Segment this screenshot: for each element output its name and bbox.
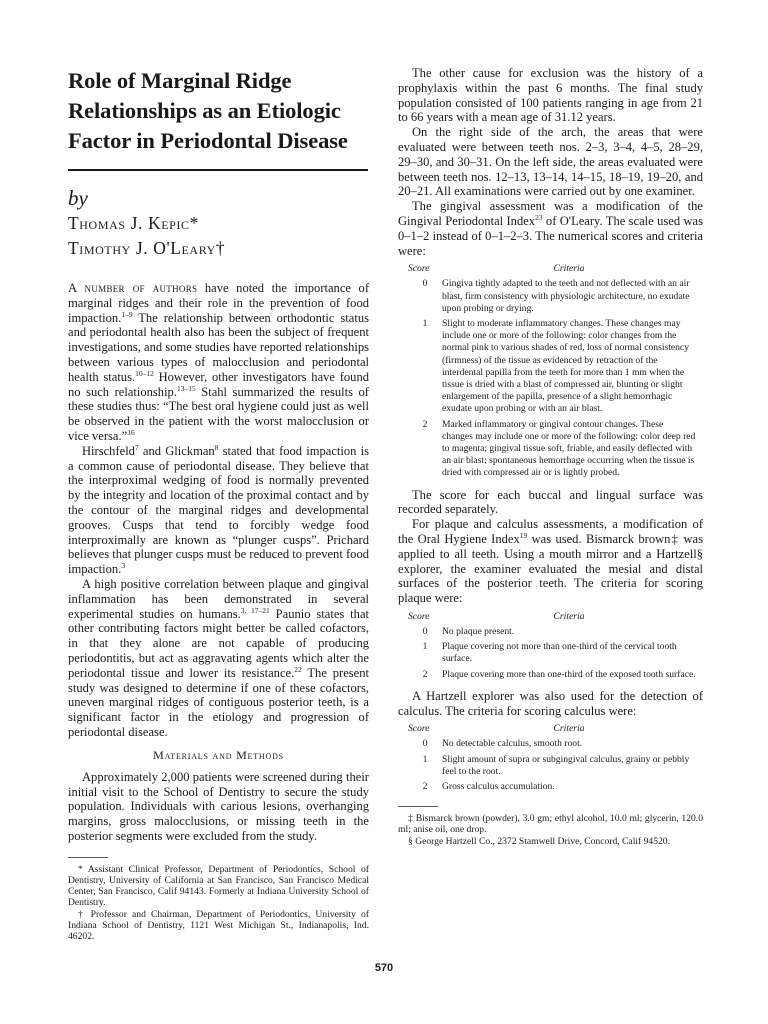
text-span: Hirschfeld (82, 443, 135, 458)
page-number: 570 (374, 962, 394, 974)
table-row (408, 278, 696, 315)
methods-paragraph-3: On the right side of the arch, the areas that were evaluated were between teeth nos. 2–3, 3–4, 4–5, 28–29, 29–30, and 30–31. On the left side, the areas evaluated were between teeth nos. 12–13, 13–14, 14–15, 18–19, 19–20, and 20–21. All examinations were carried out by one examiner. (398, 125, 703, 199)
criteria-cell: Slight to moderate inflammatory changes. These changes may include one or more of the following: color changes from the normal pink to various shades of red, loss of normal consistency (firmness) of the tissue as evidenced by retraction of the interdental papilla from the teeth for more than 1 mm when the tissue is dried with a blast of compressed air, blunting or slight enlargement of the papilla, presence of a slight hemorrhagic exudate upon probing or with an air blast. (442, 317, 689, 415)
table-row (408, 626, 696, 638)
table-row (408, 754, 696, 778)
score-cell: 0 (422, 738, 428, 750)
citation: 3 (121, 560, 126, 570)
citation: 22 (294, 664, 302, 674)
methods-paragraph-1: Approximately 2,000 patients were screened during their initial visit to the School of Dentistry to secure the study population. Individuals with carious lesions, overhanging margins, gross malocclusions, or missing teeth in the posterior segments were excluded from the study. (68, 769, 369, 843)
text-span: The gingival assessment was a modification of the Gingival Periodontal Index (398, 199, 703, 228)
footnote-rule (68, 857, 108, 858)
plaque-criteria-table (408, 611, 696, 681)
article-title: Role of Marginal Ridge Relationships as an Etiologic Factor in Periodontal Disease (68, 68, 348, 153)
byline-by: by (68, 186, 88, 210)
right-column (398, 66, 703, 847)
text-span: The present study was designed to determine if one of these cofactors, uneven marginal ridges of contiguous posterior teeth, is a significant factor in the etiology and progression of periodontal disease. (68, 665, 369, 739)
criteria-cell: No plaque present. (442, 625, 515, 637)
methods-paragraph-4 (398, 199, 703, 258)
score-header: Score (408, 263, 430, 275)
criteria-cell: Plaque covering more than one-third of the exposed tooth surface. (442, 668, 696, 680)
intro-paragraph-2 (68, 444, 369, 577)
criteria-cell: No detectable calculus, smooth root. (442, 738, 583, 750)
footnote-hartzell: § George Hartzell Co., 2372 Stamwell Drive, Concord, Calif 94520. (408, 835, 671, 847)
text-span: and Glickman (138, 443, 215, 458)
methods-paragraph-2: The other cause for exclusion was the history of a prophylaxis within the past 6 months. The final study population consisted of 100 patients ranging in age from 21 to 66 years with a mean age of 31.12 years. (398, 66, 703, 125)
calculus-criteria-table (408, 723, 696, 793)
table-header (408, 611, 696, 622)
criteria-cell: Slight amount of supra or subgingival calculus, grainy or pebbly feel to the root. (442, 753, 690, 777)
criteria-header: Criteria (553, 263, 585, 275)
title-rule (68, 169, 368, 171)
score-header: Score (408, 723, 430, 735)
score-cell: 1 (422, 317, 428, 329)
table-row (408, 669, 696, 681)
text-span: have noted the importance of marginal ridges and their role in the prevention of food impaction. (68, 281, 369, 325)
score-header: Score (408, 610, 430, 622)
author-2: Timothy J. O'Leary† (68, 238, 226, 258)
table-row (408, 318, 696, 416)
intro-paragraph-3 (68, 577, 369, 740)
left-column (68, 66, 369, 942)
text-span: of O'Leary. The scale used was 0–1–2 instead of 0–1–2–3. The numerical scores and criteria were: (398, 213, 703, 258)
score-cell: 0 (422, 625, 428, 637)
citation: 19 (519, 530, 528, 540)
score-cell: 1 (422, 753, 428, 765)
score-cell: 2 (422, 781, 428, 792)
text-span: However, other investigators have found no such relationship. (68, 369, 369, 399)
table-row (408, 738, 696, 750)
citation: 1–9 (121, 309, 133, 319)
table-row (408, 419, 696, 480)
methods-paragraph-7: A Hartzell explorer was also used for the detection of calculus. The criteria for scoring calculus were: (398, 688, 703, 718)
text-span: The relationship between orthodontic status and periodontal health also has been the subject of frequent investigations, and some studies have reported relationships between various types of malocclusion and periodontal health status. (68, 310, 369, 384)
score-cell: 1 (422, 641, 428, 653)
citation: 10–12 (135, 368, 154, 378)
citation: 3, 17–21 (240, 605, 270, 615)
section-heading: Materials and Methods (153, 747, 284, 762)
citation: 13–15 (176, 383, 196, 393)
table-header (408, 263, 696, 274)
criteria-cell: Plaque covering not more than one-third of the cervical tooth surface. (442, 641, 677, 665)
criteria-cell: Gross calculus accumulation. (442, 781, 555, 792)
footnote-author-1: * Assistant Clinical Professor, Department of Periodontics, School of Dentistry, University of California at San Francisco, San Francisco Medical Center, San Francisco, Calif 94143. Formerly at Indiana University School of Dentistry. (68, 863, 369, 909)
footnote-rule (398, 806, 438, 807)
author-1: Thomas J. Kepic* (68, 213, 199, 233)
lead-in: A number of authors (68, 281, 198, 295)
footnote-bismarck-brown: ‡ Bismarck brown (powder), 3.0 gm; ethyl alcohol, 10.0 ml; glycerin, 120.0 ml; anise oil, one drop. (398, 813, 703, 836)
table-row (408, 641, 696, 665)
citation: 8 (214, 442, 219, 452)
criteria-cell: Marked inflammatory or gingival contour changes. These changes may include one or more of the following: color deep red to magenta; gingival tissue soft, friable, and easily deflected with an air blast; spontaneous hemorrhage occurring when the tissue is dried with compressed air or is lightly probed. (442, 418, 696, 479)
gingival-criteria-table (408, 263, 696, 479)
criteria-cell: Gingiva tightly adapted to the teeth and not deflected with an air blast, firm consistency with physiologic architecture, no exudate upon probing or drying. (442, 278, 690, 314)
citation: 7 (134, 442, 139, 452)
intro-paragraph-1 (68, 281, 369, 444)
text-span: was used. Bismarck brown‡ was applied to all teeth. Using a mouth mirror and a Hartzell§ explorer, the examiner evaluated the mesial and distal surfaces of the posterior teeth. The criteria for scoring plaque were: (398, 532, 704, 606)
criteria-header: Criteria (553, 610, 585, 622)
methods-paragraph-5: The score for each buccal and lingual surface was recorded separately. (398, 487, 703, 517)
citation: 23 (535, 212, 543, 222)
table-header (408, 723, 696, 734)
text-span: stated that food impaction is a common cause of periodontal disease. They believe that the interproximal wedging of food is normally prevented by the integrity and location of the proximal contact and by the contour of the marginal ridges and developmental grooves. Cusps that tend to forcibly wedge food interproximally are known as “plunger cusps”. Prichard believes that plunger cusps must be reduced to prevent food impaction. (68, 443, 369, 577)
text-span: Paunio states that other contributing factors might better be called cofactors, in that they alone are not capable of producing periodontitis, but act as aggravating agents which alter the periodontal tissue and lower its resistance. (68, 606, 369, 680)
citation: 16 (127, 427, 135, 437)
criteria-header: Criteria (553, 723, 585, 735)
score-cell: 2 (422, 418, 428, 430)
table-row (408, 781, 696, 793)
text-span: Stahl summarized the results of these studies thus: “The best oral hygiene could just as well be observed in the patient with the worst malocclusion or vice versa.” (68, 384, 369, 443)
score-cell: 0 (422, 278, 428, 290)
text-span: A high positive correlation between plaque and gingival inflammation has been demonstrated in several experimental studies on humans. (68, 576, 369, 621)
methods-paragraph-6 (398, 517, 703, 606)
score-cell: 2 (422, 668, 428, 680)
footnote-author-2: † Professor and Chairman, Department of Periodontics, University of Indiana School of Dentistry, 1121 West Michigan St., Indianapolis, Ind. 46202. (68, 908, 369, 942)
text-span: For plaque and calculus assessments, a modification of the Oral Hygiene Index (398, 517, 703, 546)
